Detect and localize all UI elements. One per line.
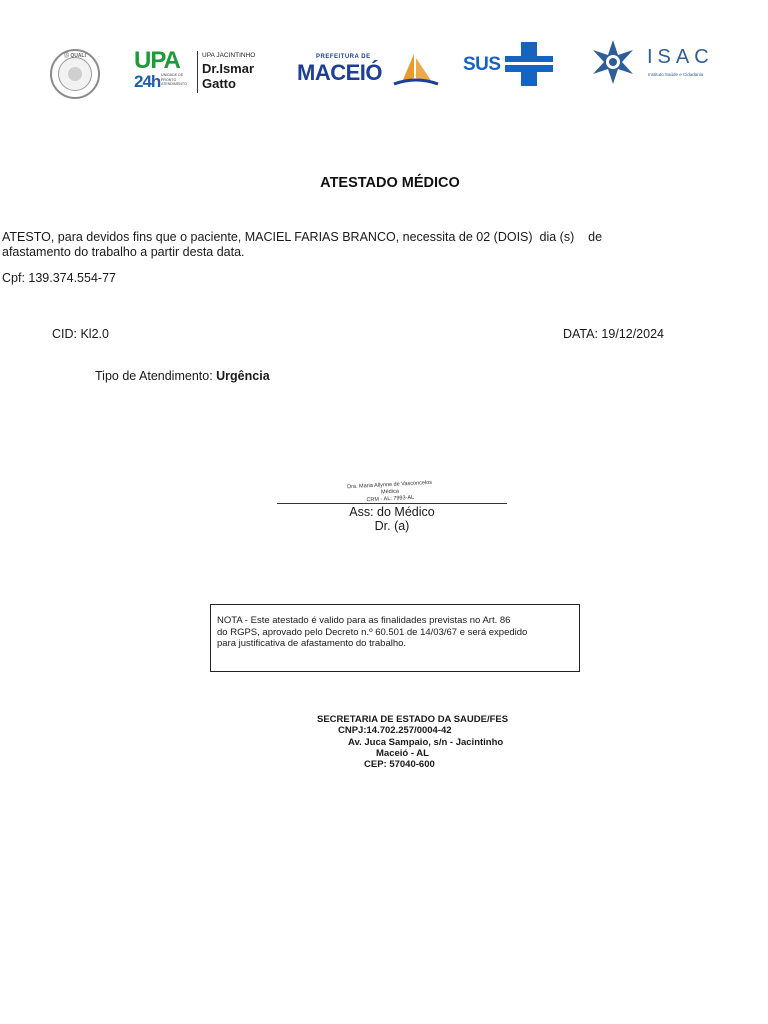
sus-logo-word: SUS xyxy=(463,54,501,75)
signature-label-line2: Dr. (a) xyxy=(374,519,410,533)
prefeitura-logo-top: PREFEITURA DE xyxy=(316,54,371,60)
service-type-label: Tipo de Atendimento: xyxy=(95,369,217,383)
upa-divider xyxy=(197,51,198,93)
footer-cep: CEP: 57040-600 xyxy=(364,759,435,770)
certificate-date: DATA: 19/12/2024 xyxy=(563,327,664,341)
signature-line xyxy=(277,503,507,504)
doctor-stamp-crm: CRM - AL: 7993-AL xyxy=(366,494,415,504)
signature-label xyxy=(292,505,492,533)
quality-seal-logo xyxy=(50,49,100,99)
cid-code: CID: Kl2.0 xyxy=(52,327,109,341)
legal-note-line3: para justificativa de afastamento do trabalho. xyxy=(217,638,407,649)
upa-unit-label: UPA JACINTINHO xyxy=(202,52,256,59)
doctor-stamp-name: Dra. Maria Allynne de Vasconcelos xyxy=(347,479,433,491)
isac-logo-word: ISAC xyxy=(647,46,714,68)
footer-institution: SECRETARIA DE ESTADO DA SAUDE/FES xyxy=(317,714,509,725)
legal-note-line1: NOTA - Este atestado é valido para as finalidades previstas no Art. 86 xyxy=(217,615,511,626)
footer-cnpj: CNPJ:14.702.257/0004-42 xyxy=(338,725,452,736)
isac-logo-subtitle: Instituto Saúde e Cidadania xyxy=(648,72,704,77)
legal-note-line2: do RGPS, aprovado pelo Decreto n.º 60.501 de 14/03/67 e será expedido xyxy=(217,626,528,638)
seal-text: Ⓢ QUALI xyxy=(64,53,86,59)
prefeitura-logo-main: MACEIÓ xyxy=(297,60,382,85)
upa-logo-hours: 24h xyxy=(134,72,161,91)
certificate-body-line1: ATESTO, para devidos fins que o paciente, MACIEL FARIAS BRANCO, necessita de 02 (DOIS) dia (s) de xyxy=(2,230,603,244)
prefeitura-sail-icon xyxy=(392,52,440,90)
service-type xyxy=(95,369,270,383)
footer-city: Maceió - AL xyxy=(376,748,429,759)
seal-emblem-icon xyxy=(58,57,92,91)
sus-cross-icon xyxy=(505,42,553,86)
doctor-stamp-role: Médica xyxy=(380,488,399,496)
isac-star-icon xyxy=(589,40,637,84)
upa-unit-name: Dr.Ismar Gatto xyxy=(202,61,255,91)
signature-label-line1: Ass: do Médico xyxy=(349,505,435,519)
certificate-body xyxy=(2,230,642,259)
patient-cpf: Cpf: 139.374.554-77 xyxy=(2,271,116,285)
upa-logo-subtitle: UNIDADE DE PRONTO ATENDIMENTO xyxy=(161,73,187,87)
certificate-body-line2: afastamento do trabalho a partir desta data. xyxy=(2,244,245,259)
upa-logo-word: UPA xyxy=(134,47,180,74)
service-type-value: Urgência xyxy=(216,369,270,383)
footer-address: Av. Juca Sampaio, s/n - Jacintinho xyxy=(348,737,504,748)
legal-note-box xyxy=(210,604,580,672)
document-title: ATESTADO MÉDICO xyxy=(320,175,460,191)
